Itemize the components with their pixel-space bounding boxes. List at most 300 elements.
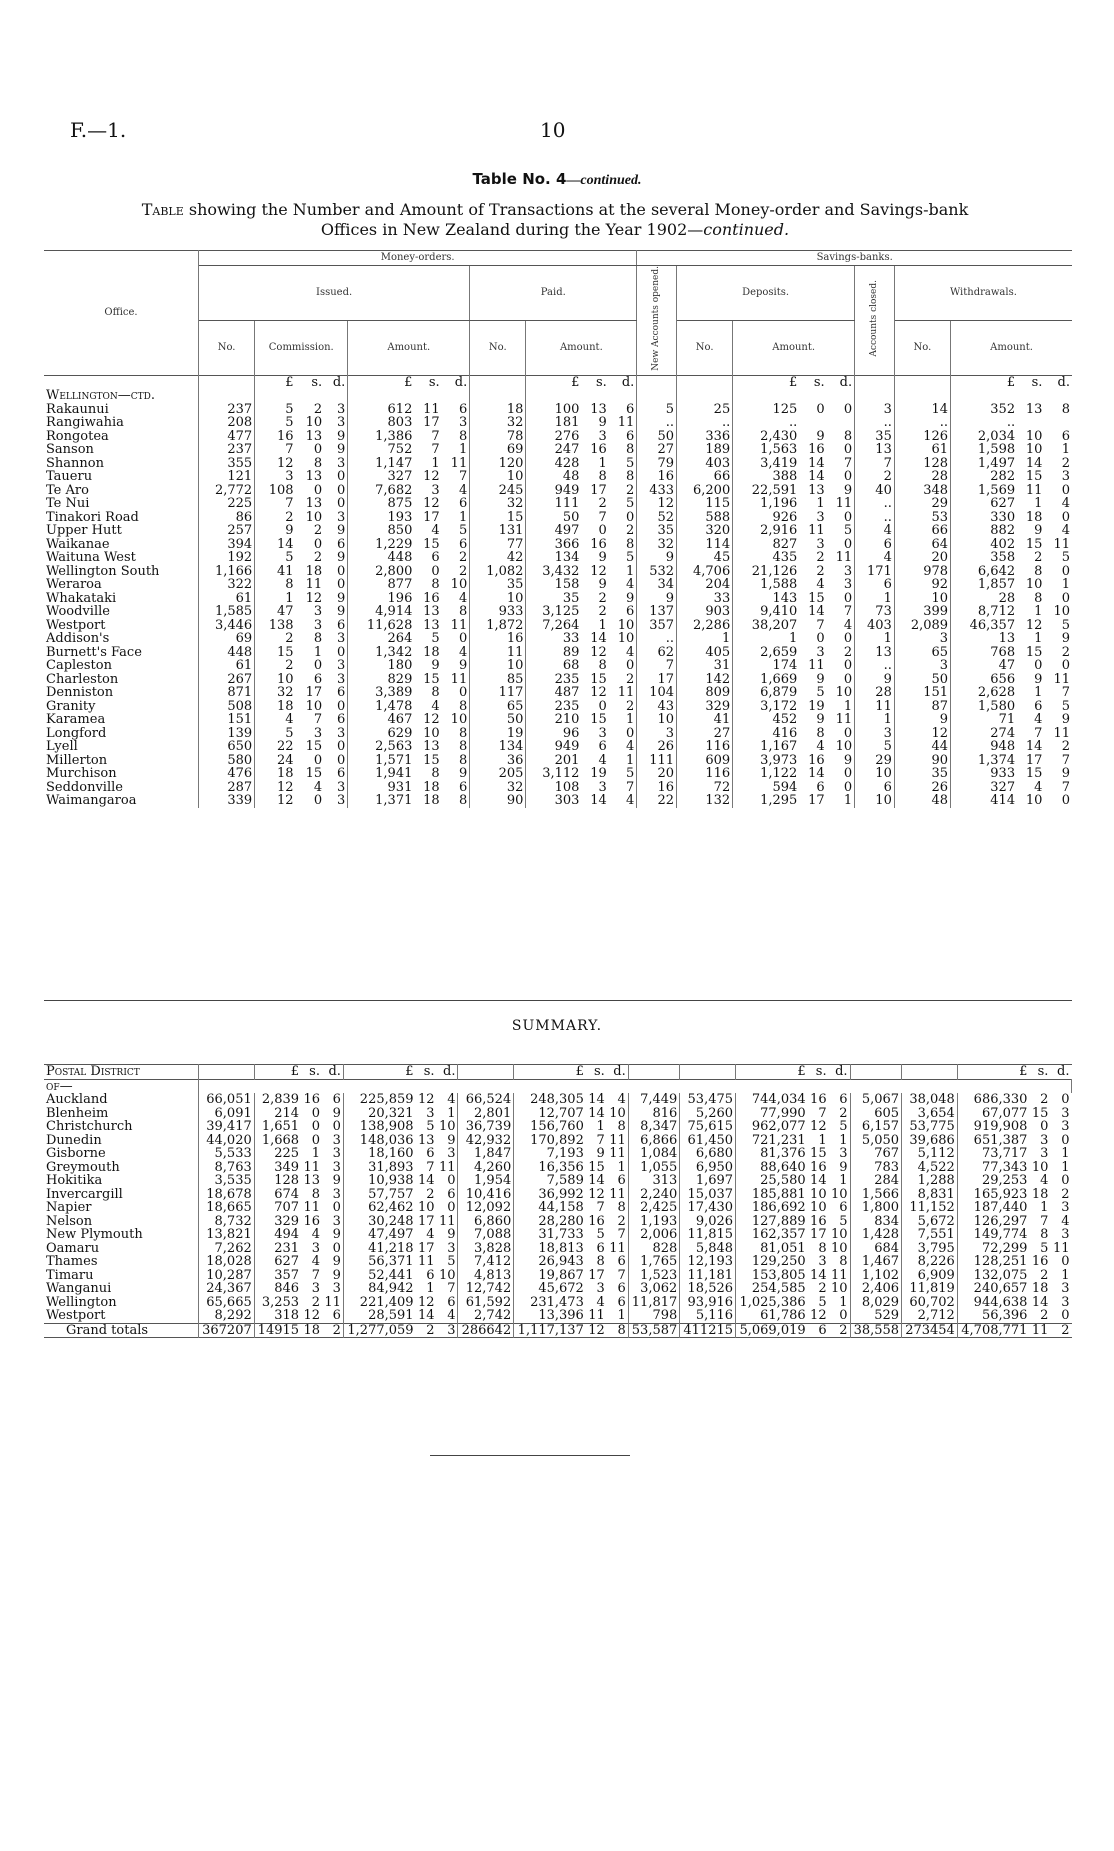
- office-name: Wellington—ctd.: [44, 389, 199, 403]
- cell: 15: [1025, 766, 1043, 782]
- cell: 14: [588, 1105, 605, 1121]
- cell: 2: [1034, 550, 1043, 566]
- cell: ..: [855, 497, 895, 511]
- cell: 8: [609, 443, 637, 457]
- cell: 69: [199, 632, 255, 646]
- office-label: Lyell: [46, 739, 78, 755]
- cell: 0: [827, 443, 855, 457]
- cell: 11: [303, 1159, 320, 1175]
- cell: 16: [808, 442, 825, 458]
- cell: 4: [1034, 779, 1043, 795]
- cell: 162,357: [751, 1227, 806, 1242]
- cell: 11,817: [628, 1296, 680, 1310]
- office-name: [44, 700, 199, 714]
- cell: 13: [305, 428, 323, 444]
- office-name: [44, 794, 199, 808]
- cell: 205: [470, 767, 526, 781]
- cell: 12: [417, 1092, 435, 1107]
- cell: 61,592: [458, 1296, 514, 1310]
- cell: 31,733: [538, 1227, 584, 1242]
- cell: 2: [313, 401, 323, 417]
- cell: 2,089: [894, 619, 950, 633]
- cell: 1: [855, 592, 895, 606]
- cell: 48: [562, 469, 580, 485]
- unit-s: s.: [428, 374, 440, 390]
- cell: 77: [470, 538, 526, 552]
- cell: 7,551: [902, 1228, 958, 1242]
- cell: 14: [808, 766, 825, 782]
- cell: 10: [609, 632, 637, 646]
- cell: 16: [588, 1213, 605, 1229]
- office-name: [44, 1174, 199, 1188]
- cell: 189: [677, 443, 733, 457]
- cell: 6: [437, 1188, 458, 1202]
- cell: 5,050: [850, 1134, 902, 1148]
- cell: 1: [789, 631, 798, 647]
- cell: 10: [829, 1242, 850, 1256]
- cell: 2: [285, 658, 294, 674]
- cell: 12: [590, 685, 607, 701]
- unit-pound: £: [1019, 1064, 1028, 1079]
- cell: 477: [199, 430, 255, 444]
- cell: 14: [417, 1173, 435, 1188]
- cell: 40: [855, 484, 895, 498]
- cell: 18: [276, 766, 294, 782]
- cell: 7: [1061, 685, 1070, 701]
- summary-district-of: of—: [44, 1079, 199, 1093]
- cell: 138,908: [359, 1119, 414, 1134]
- cell: 3,389: [375, 685, 413, 701]
- cell: 72,299: [981, 1240, 1028, 1256]
- cell: 2: [609, 700, 637, 714]
- table-row: [44, 389, 1072, 403]
- cell: 12: [423, 496, 440, 512]
- cell: 7: [596, 1200, 605, 1215]
- table-row: [44, 1309, 1072, 1323]
- office-label: Napier: [46, 1200, 92, 1215]
- cell: 1: [677, 632, 733, 646]
- cell: 594: [772, 779, 798, 795]
- cell: 0: [313, 793, 323, 809]
- cell: 90: [470, 794, 526, 808]
- cell: 32: [637, 538, 677, 552]
- cell: 6,200: [677, 484, 733, 498]
- cell: 12: [423, 469, 440, 485]
- cell: 66: [894, 524, 950, 538]
- unit-s: s.: [1037, 1064, 1049, 1079]
- cell: 3: [598, 725, 607, 741]
- office-label: Granity: [46, 698, 96, 714]
- cell: 0: [827, 538, 855, 552]
- cell: ..: [855, 511, 895, 525]
- cell: 1,857: [977, 577, 1016, 593]
- cell: 131: [470, 524, 526, 538]
- cell: 1,569: [977, 482, 1016, 498]
- cell: 35: [562, 590, 580, 606]
- cell: 0: [827, 781, 855, 795]
- office-label: Blenheim: [46, 1105, 109, 1121]
- cell: 282: [990, 469, 1016, 485]
- cell: 4,522: [902, 1161, 958, 1175]
- cell: 115: [677, 497, 733, 511]
- cell: 4: [442, 646, 470, 660]
- cell: 8: [431, 577, 440, 593]
- cell: 5: [829, 1120, 850, 1134]
- cell: 1: [855, 713, 895, 727]
- cell: 247: [554, 442, 580, 458]
- cell: 0: [313, 658, 323, 674]
- cell: 57,757: [368, 1186, 414, 1202]
- cell: 580: [199, 754, 255, 768]
- cell: 1,288: [902, 1174, 958, 1188]
- cell: 3: [816, 509, 825, 525]
- cell: 36,992: [538, 1186, 584, 1202]
- caption-lead: Table: [141, 200, 184, 219]
- cell: 13,396: [538, 1308, 584, 1323]
- cell: 52,441: [368, 1267, 414, 1283]
- office-name: [44, 1201, 199, 1215]
- table-row: [44, 646, 1072, 660]
- col-new-accounts-label: New Accounts opened.: [650, 265, 661, 371]
- cell: 707: [274, 1200, 300, 1215]
- cell: 62,462: [368, 1200, 414, 1215]
- office-name: [44, 1269, 199, 1283]
- table-row: [44, 1242, 1072, 1256]
- office-name: [44, 1309, 199, 1323]
- table-row: [44, 1282, 1072, 1296]
- cell: 0: [598, 698, 607, 714]
- cell: 4,813: [458, 1269, 514, 1283]
- cell: 14: [808, 469, 825, 485]
- cell: 9: [827, 484, 855, 498]
- unit-d: d.: [607, 1065, 628, 1080]
- cell: 8: [1061, 401, 1070, 417]
- cell: 3,973: [760, 752, 798, 768]
- cell: 44,158: [538, 1200, 584, 1215]
- cell: 96: [562, 725, 580, 741]
- cell: 6: [431, 550, 440, 566]
- cell: 4: [1061, 1213, 1070, 1229]
- table-row: [44, 484, 1072, 498]
- cell: 13: [417, 1132, 435, 1148]
- cell: 6: [607, 1255, 628, 1269]
- cell: 10: [827, 686, 855, 700]
- grand-total-cell: 53,587: [628, 1323, 680, 1338]
- cell: 1: [609, 713, 637, 727]
- cell: 9: [816, 428, 825, 444]
- cell: [609, 389, 637, 403]
- office-name: [44, 781, 199, 795]
- cell: 1: [1034, 631, 1043, 647]
- cell: 13: [303, 1173, 320, 1188]
- cell: 15: [305, 739, 323, 755]
- cell: 5: [829, 1215, 850, 1229]
- cell: 448: [199, 646, 255, 660]
- cell: 8: [442, 794, 470, 808]
- cell: 7: [285, 442, 294, 458]
- cell: 171: [855, 565, 895, 579]
- cell: 10: [1025, 793, 1043, 809]
- cell: 235: [554, 671, 580, 687]
- unit-s: s.: [309, 1064, 320, 1079]
- cell: 9: [442, 767, 470, 781]
- cell: 3: [313, 725, 323, 741]
- table-row: [44, 1174, 1072, 1188]
- cell: 284: [850, 1174, 902, 1188]
- cell: 0: [324, 740, 348, 754]
- cell: 1,954: [458, 1174, 514, 1188]
- cell: 6: [324, 713, 348, 727]
- col-issued-commission: Commission.: [255, 320, 348, 375]
- cell: 18,526: [680, 1282, 736, 1296]
- grand-total-cell: 12: [588, 1322, 605, 1338]
- cell: 0: [322, 1120, 343, 1134]
- cell: 4: [442, 592, 470, 606]
- cell: 66,524: [458, 1093, 514, 1107]
- cell: 3: [894, 659, 950, 673]
- cell: [637, 389, 677, 403]
- cell: 508: [199, 700, 255, 714]
- cell: 6: [855, 538, 895, 552]
- cell: 3: [894, 632, 950, 646]
- cell: 3,432: [542, 563, 580, 579]
- cell: 11: [1053, 671, 1070, 687]
- office-label: Hokitika: [46, 1173, 103, 1188]
- cell: 6: [442, 403, 470, 417]
- office-name: [44, 511, 199, 525]
- cell: 10: [305, 698, 323, 714]
- cell: 2: [1061, 455, 1070, 471]
- cell: 11: [808, 523, 825, 539]
- table-row: [44, 767, 1072, 781]
- cell: 6,860: [458, 1215, 514, 1229]
- cell: 4: [598, 752, 607, 768]
- cell: 14: [810, 1173, 827, 1188]
- cell: 1: [609, 565, 637, 579]
- col-withdrawals-amount: Amount.: [990, 341, 1033, 353]
- cell: 5: [609, 497, 637, 511]
- cell: 210: [554, 712, 580, 728]
- closing-rule: [430, 1455, 630, 1456]
- cell: 588: [677, 511, 733, 525]
- office-label: Sanson: [46, 442, 94, 458]
- cell: 2: [598, 604, 607, 620]
- cell: 877: [387, 577, 413, 593]
- cell: 10: [442, 713, 470, 727]
- cell: 809: [677, 686, 733, 700]
- office-name: [44, 1120, 199, 1134]
- cell: 10: [1031, 1159, 1049, 1175]
- cell: 85: [470, 673, 526, 687]
- cell: 17,430: [680, 1201, 736, 1215]
- cell: 5,112: [902, 1147, 958, 1161]
- unit-d: d.: [442, 375, 470, 389]
- cell: 12: [276, 455, 294, 471]
- cell: 25: [677, 403, 733, 417]
- cell: 14: [1025, 455, 1043, 471]
- cell: 16: [1031, 1254, 1049, 1269]
- cell: 6,950: [680, 1161, 736, 1175]
- cell: 33: [677, 592, 733, 606]
- office-name: [44, 1215, 199, 1229]
- cell: 816: [628, 1107, 680, 1121]
- cell: 22,591: [751, 482, 798, 498]
- cell: 7: [818, 1105, 827, 1121]
- cell: 416: [772, 725, 798, 741]
- cell: 15: [1025, 536, 1043, 552]
- cell: 8,347: [628, 1120, 680, 1134]
- cell: 29: [855, 754, 895, 768]
- cell: 6,866: [628, 1134, 680, 1148]
- cell: 4,706: [677, 565, 733, 579]
- cell: 64: [894, 538, 950, 552]
- cell: 6,879: [760, 685, 798, 701]
- cell: 9: [1061, 712, 1070, 728]
- unit-s: s.: [815, 1064, 827, 1079]
- cell: 6,909: [902, 1269, 958, 1283]
- table-row: [44, 1201, 1072, 1215]
- cell: 5: [816, 685, 825, 701]
- cell: 2: [609, 524, 637, 538]
- cell: 8: [313, 455, 323, 471]
- cell: 10: [609, 619, 637, 633]
- cell: 245: [470, 484, 526, 498]
- cell: 181: [554, 415, 580, 431]
- cell: 18,028: [199, 1255, 255, 1269]
- section-divider: [44, 1000, 1072, 1001]
- table-row: [44, 1134, 1072, 1148]
- cell: 15: [1025, 644, 1043, 660]
- cell: 0: [313, 752, 323, 768]
- cell: 5: [285, 401, 294, 417]
- cell: 16: [303, 1092, 320, 1107]
- cell: 6: [324, 619, 348, 633]
- cell: 11: [1052, 1240, 1070, 1256]
- cell: 1,082: [470, 565, 526, 579]
- cell: 330: [990, 509, 1016, 525]
- table-row: [44, 430, 1072, 444]
- cell: 10: [437, 1120, 458, 1134]
- office-label: Addison's: [46, 631, 110, 647]
- cell: 12: [276, 793, 294, 809]
- cell: 10: [305, 509, 323, 525]
- cell: 1: [855, 632, 895, 646]
- cell: 61: [199, 659, 255, 673]
- cell: 3: [322, 1188, 343, 1202]
- cell: 767: [850, 1147, 902, 1161]
- cell: 5: [285, 550, 294, 566]
- office-label: Karamea: [46, 712, 106, 728]
- office-label: Charleston: [46, 671, 119, 687]
- cell: 4: [437, 1093, 458, 1107]
- cell: 9: [596, 1146, 605, 1161]
- cell: 9: [322, 1174, 343, 1188]
- cell: 65: [894, 646, 950, 660]
- table-title-continued: —continued.: [566, 173, 642, 188]
- cell: 65: [470, 700, 526, 714]
- cell: 1: [1061, 1159, 1070, 1175]
- cell: 3: [324, 673, 348, 687]
- cell: 10: [1025, 577, 1043, 593]
- cell: 487: [554, 685, 580, 701]
- cell: 2: [598, 496, 607, 512]
- cell: [1044, 416, 1072, 430]
- unit-d: d.: [322, 1065, 343, 1080]
- unit-s: s.: [813, 374, 825, 390]
- cell: 7,088: [458, 1228, 514, 1242]
- cell: 158: [554, 577, 580, 593]
- cell: 65,665: [199, 1296, 255, 1310]
- cell: 11: [609, 416, 637, 430]
- grand-total-cell: 1,117,137: [517, 1322, 584, 1338]
- cell: 651,387: [973, 1132, 1028, 1148]
- cell: 17: [417, 1213, 435, 1229]
- office-label: Millerton: [46, 752, 108, 768]
- office-label: Capleston: [46, 658, 112, 674]
- office-label: Burnett's Face: [46, 644, 142, 660]
- cell: 846: [274, 1281, 300, 1296]
- cell: 126,297: [973, 1213, 1028, 1229]
- cell: 0: [1040, 1119, 1049, 1134]
- unit-pound: £: [285, 374, 294, 390]
- cell: 1: [1061, 1267, 1070, 1283]
- office-name: [44, 524, 199, 538]
- table-row: [44, 1269, 1072, 1283]
- cell: 72: [677, 781, 733, 795]
- cell: 6: [1061, 428, 1070, 444]
- cell: 3: [816, 644, 825, 660]
- cell: 3: [598, 779, 607, 795]
- cell: 16: [470, 632, 526, 646]
- cell: 0: [827, 403, 855, 417]
- cell: 4: [609, 740, 637, 754]
- cell: 75,615: [680, 1120, 736, 1134]
- cell: 18: [1031, 1281, 1049, 1296]
- cell: 0: [1061, 1173, 1070, 1188]
- office-label: Te Aro: [46, 482, 89, 498]
- unit-s: s.: [1031, 374, 1043, 390]
- office-label: Auckland: [46, 1092, 108, 1107]
- cell: 5: [1061, 698, 1070, 714]
- table-title-main: Table No. 4: [472, 170, 567, 188]
- cell: 9,026: [680, 1215, 736, 1229]
- cell: 18: [276, 698, 294, 714]
- cell: [470, 389, 526, 403]
- cell: 11: [1025, 482, 1043, 498]
- cell: 7: [311, 1267, 320, 1283]
- cell: 9: [431, 658, 440, 674]
- table-row: [44, 551, 1072, 565]
- cell: 1: [426, 1281, 435, 1296]
- cell: 12: [423, 712, 440, 728]
- cell: 44,020: [199, 1134, 255, 1148]
- cell: 4: [1061, 523, 1070, 539]
- cell: 93,916: [680, 1296, 736, 1310]
- cell: 2,659: [760, 644, 798, 660]
- cell: 1,166: [199, 565, 255, 579]
- cell: 3: [816, 536, 825, 552]
- cell: 10: [855, 794, 895, 808]
- cell: 10: [423, 725, 440, 741]
- cell: 6: [437, 1296, 458, 1310]
- table-row: [44, 727, 1072, 741]
- cell: 61,786: [760, 1308, 806, 1323]
- cell: 7: [827, 605, 855, 619]
- cell: 7: [827, 457, 855, 471]
- table-row: [44, 1188, 1072, 1202]
- col-paid-amount: Amount.: [526, 320, 637, 375]
- cell: 329: [677, 700, 733, 714]
